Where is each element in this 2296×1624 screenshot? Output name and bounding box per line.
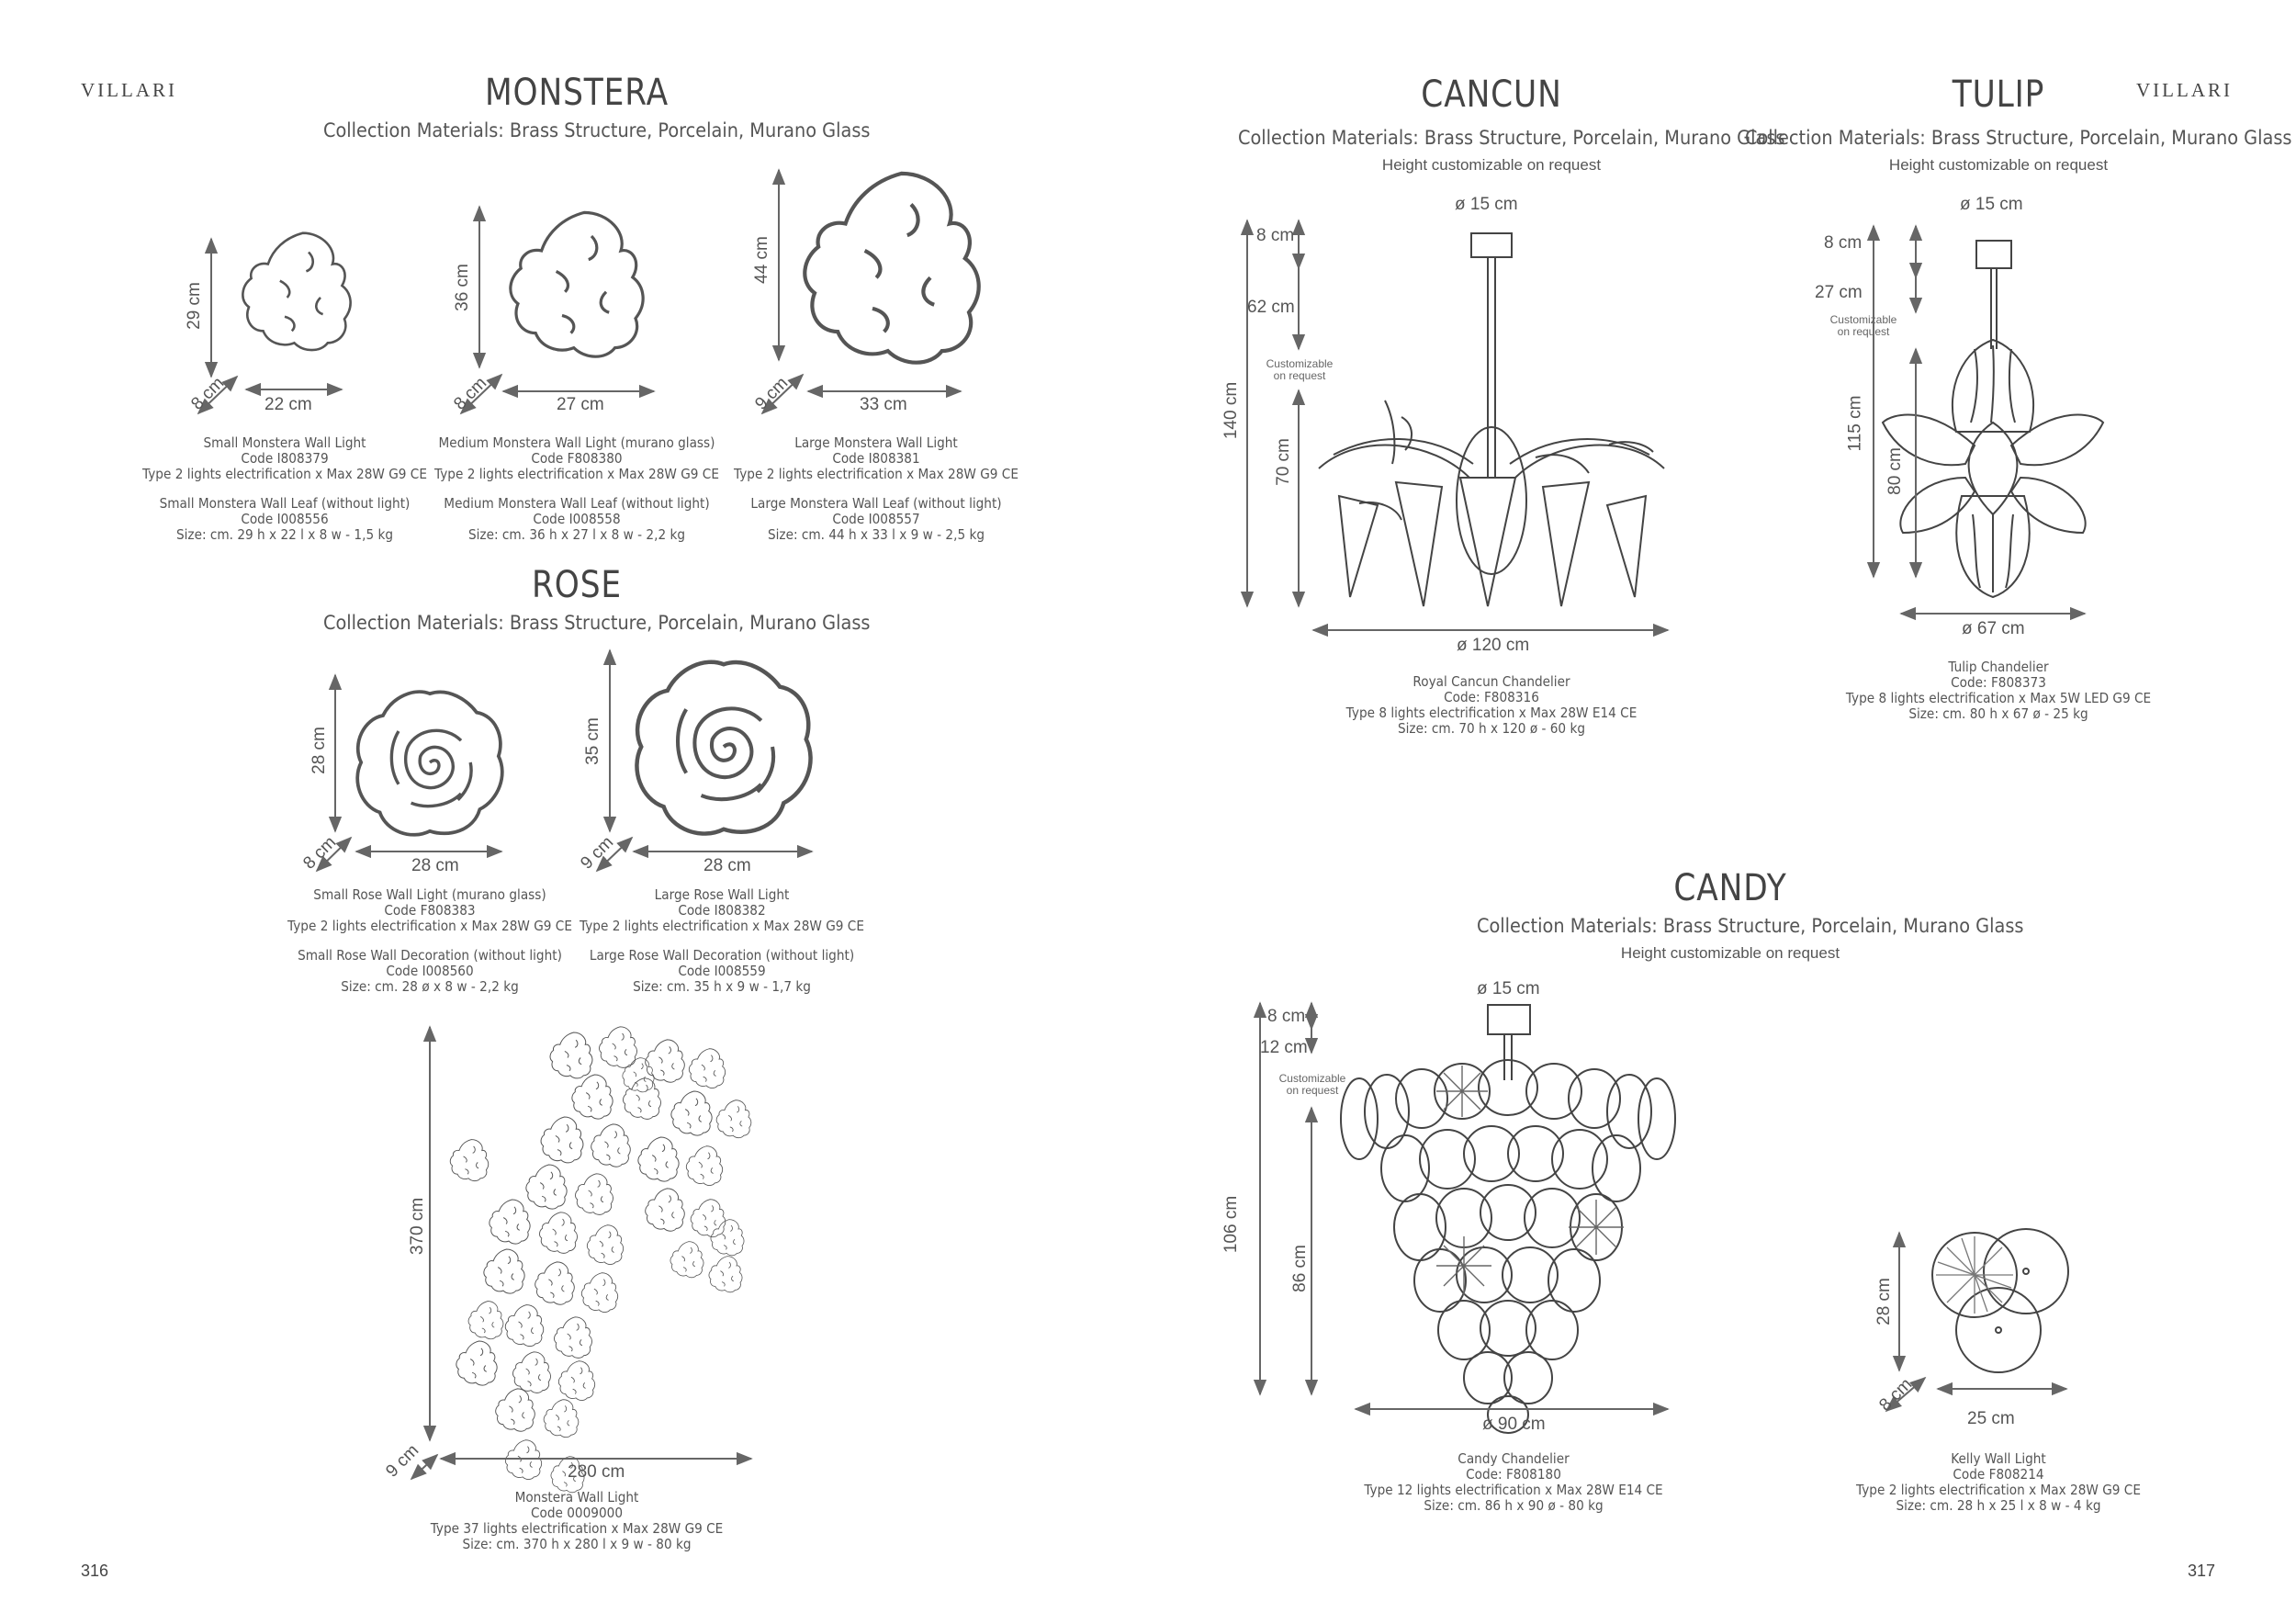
tulip-width: ø 67 cm [1962, 619, 2025, 638]
rose-small-depth: 8 cm [299, 832, 341, 874]
monstera-wall-depth: 9 cm [382, 1440, 423, 1482]
cancun-drawing [1247, 220, 1668, 630]
candy-canopy: ø 15 cm [1477, 979, 1540, 998]
monstera-large-drawing [762, 170, 979, 413]
kelly-drawing [1886, 1229, 2068, 1411]
kelly-width: 25 cm [1967, 1409, 2015, 1428]
candy-custom: Customizable on request [1278, 1072, 1346, 1097]
candy-total: 106 cm [1221, 1195, 1242, 1254]
candy-note: Height customizable on request [1620, 944, 1840, 962]
monstera-medium-height: 36 cm [452, 264, 472, 311]
cancun-width: ø 120 cm [1457, 636, 1530, 655]
monstera-small-depth: 8 cm [187, 373, 229, 414]
candy-d2: 12 cm [1260, 1038, 1308, 1057]
rose-large-drawing [597, 650, 812, 871]
monstera-small-width: 22 cm [264, 395, 312, 414]
rose-title: ROSE [531, 564, 622, 606]
candy-width: ø 90 cm [1482, 1415, 1546, 1434]
cancun-canopy: ø 15 cm [1455, 195, 1518, 214]
monstera-large-depth: 9 cm [751, 373, 793, 414]
tulip-total: 115 cm [1845, 395, 1865, 452]
cancun-d2: 62 cm [1247, 298, 1295, 317]
tulip-custom: Customizable on request [1829, 313, 1897, 338]
kelly-caption: Kelly Wall Light Code F808214 Type 2 lights electrification x Max 28W G9 CE Size: cm. 28 h x 25 l x 8 w - 4 kg [1856, 1450, 2141, 1514]
monstera-wall-height: 370 cm [408, 1197, 428, 1256]
rose-large-depth: 9 cm [577, 832, 618, 874]
cancun-custom: Customizable on request [1266, 357, 1334, 382]
monstera-medium-caption: Medium Monstera Wall Light (murano glass) Code F808380 Type 2 lights electrification x Max 28W G9 CE Medium Monstera Wall Leaf (without light) Code I008558 Size: cm. 36 h x 27 l x 8 w - 2,2 kg [434, 434, 719, 543]
candy-d1: 8 cm [1267, 1007, 1306, 1026]
tulip-canopy: ø 15 cm [1960, 195, 2023, 214]
page-number-right: 317 [2188, 1562, 2216, 1580]
monstera-large-height: 44 cm [751, 236, 771, 284]
rose-small-width: 28 cm [411, 856, 459, 875]
cancun-note: Height customizable on request [1381, 156, 1602, 174]
kelly-height: 28 cm [1874, 1278, 1894, 1325]
tulip-title: TULIP [1952, 73, 2045, 116]
cancun-materials: Collection Materials: Brass Structure, Porcelain, Murano Glass [1238, 127, 1785, 149]
rose-large-height: 35 cm [582, 717, 602, 765]
monstera-materials: Collection Materials: Brass Structure, Porcelain, Murano Glass [323, 119, 871, 141]
monstera-medium-drawing [461, 207, 654, 413]
monstera-medium-width: 27 cm [557, 395, 604, 414]
rose-large-width: 28 cm [703, 856, 751, 875]
cancun-body: 70 cm [1273, 438, 1293, 486]
tulip-body: 80 cm [1885, 447, 1905, 495]
monstera-large-width: 33 cm [860, 395, 907, 414]
candy-title: CANDY [1673, 867, 1787, 909]
rose-small-drawing [317, 675, 502, 871]
candy-body: 86 cm [1289, 1245, 1310, 1292]
tulip-d1: 8 cm [1824, 233, 1863, 253]
monstera-wall-drawing [411, 1027, 751, 1493]
rose-small-caption: Small Rose Wall Light (murano glass) Code F808383 Type 2 lights electrification x Max 28W G9 CE Small Rose Wall Decoration (without light) Code I008560 Size: cm. 28 ø x 8 w - 2,2 kg [287, 886, 572, 995]
monstera-wall-caption: Monstera Wall Light Code 0009000 Type 37 lights electrification x Max 28W G9 CE Size: cm. 370 h x 280 l x 9 w - 80 kg [430, 1489, 724, 1552]
monstera-small-caption: Small Monstera Wall Light Code I808379 Type 2 lights electrification x Max 28W G9 CE Small Monstera Wall Leaf (without light) Code I008556 Size: cm. 29 h x 22 l x 8 w - 1,5 kg [142, 434, 427, 543]
candy-materials: Collection Materials: Brass Structure, Porcelain, Murano Glass [1477, 915, 2024, 937]
tulip-d2: 27 cm [1815, 283, 1863, 302]
monstera-wall-width: 280 cm [568, 1462, 625, 1482]
tulip-materials: Collection Materials: Brass Structure, Porcelain, Murano Glass [1745, 127, 2292, 149]
tulip-note: Height customizable on request [1888, 156, 2109, 174]
cancun-title: CANCUN [1421, 73, 1562, 116]
candy-caption: Candy Chandelier Code: F808180 Type 12 lights electrification x Max 28W E14 CE Size: cm. 86 h x 90 ø - 80 kg [1364, 1450, 1663, 1514]
rose-materials: Collection Materials: Brass Structure, Porcelain, Murano Glass [323, 612, 871, 634]
rose-large-caption: Large Rose Wall Light Code I808382 Type 2 lights electrification x Max 28W G9 CE Large Rose Wall Decoration (without light) Code I008559 Size: cm. 35 h x 9 w - 1,7 kg [580, 886, 864, 995]
cancun-total: 140 cm [1221, 381, 1242, 440]
cancun-caption: Royal Cancun Chandelier Code: F808316 Type 8 lights electrification x Max 28W E14 CE Size: cm. 70 h x 120 ø - 60 kg [1345, 673, 1638, 737]
page-number-left: 316 [81, 1562, 109, 1580]
monstera-small-height: 29 cm [184, 282, 204, 330]
monstera-medium-depth: 8 cm [450, 373, 491, 414]
candy-drawing [1260, 1003, 1675, 1433]
rose-small-height: 28 cm [309, 727, 329, 774]
cancun-d1: 8 cm [1256, 226, 1295, 245]
kelly-depth: 8 cm [1875, 1374, 1917, 1415]
brand-logo-right: VILLARI [2136, 79, 2233, 101]
monstera-title: MONSTERA [484, 72, 670, 114]
brand-logo-left: VILLARI [81, 79, 177, 101]
tulip-caption: Tulip Chandelier Code: F808373 Type 8 lights electrification x Max 5W LED G9 CE Size: cm. 80 h x 67 ø - 25 kg [1845, 659, 2152, 722]
tulip-drawing [1874, 226, 2103, 614]
monstera-large-caption: Large Monstera Wall Light Code I808381 Type 2 lights electrification x Max 28W G9 CE Large Monstera Wall Leaf (without light) Code I008557 Size: cm. 44 h x 33 l x 9 w - 2,5 kg [734, 434, 1019, 543]
